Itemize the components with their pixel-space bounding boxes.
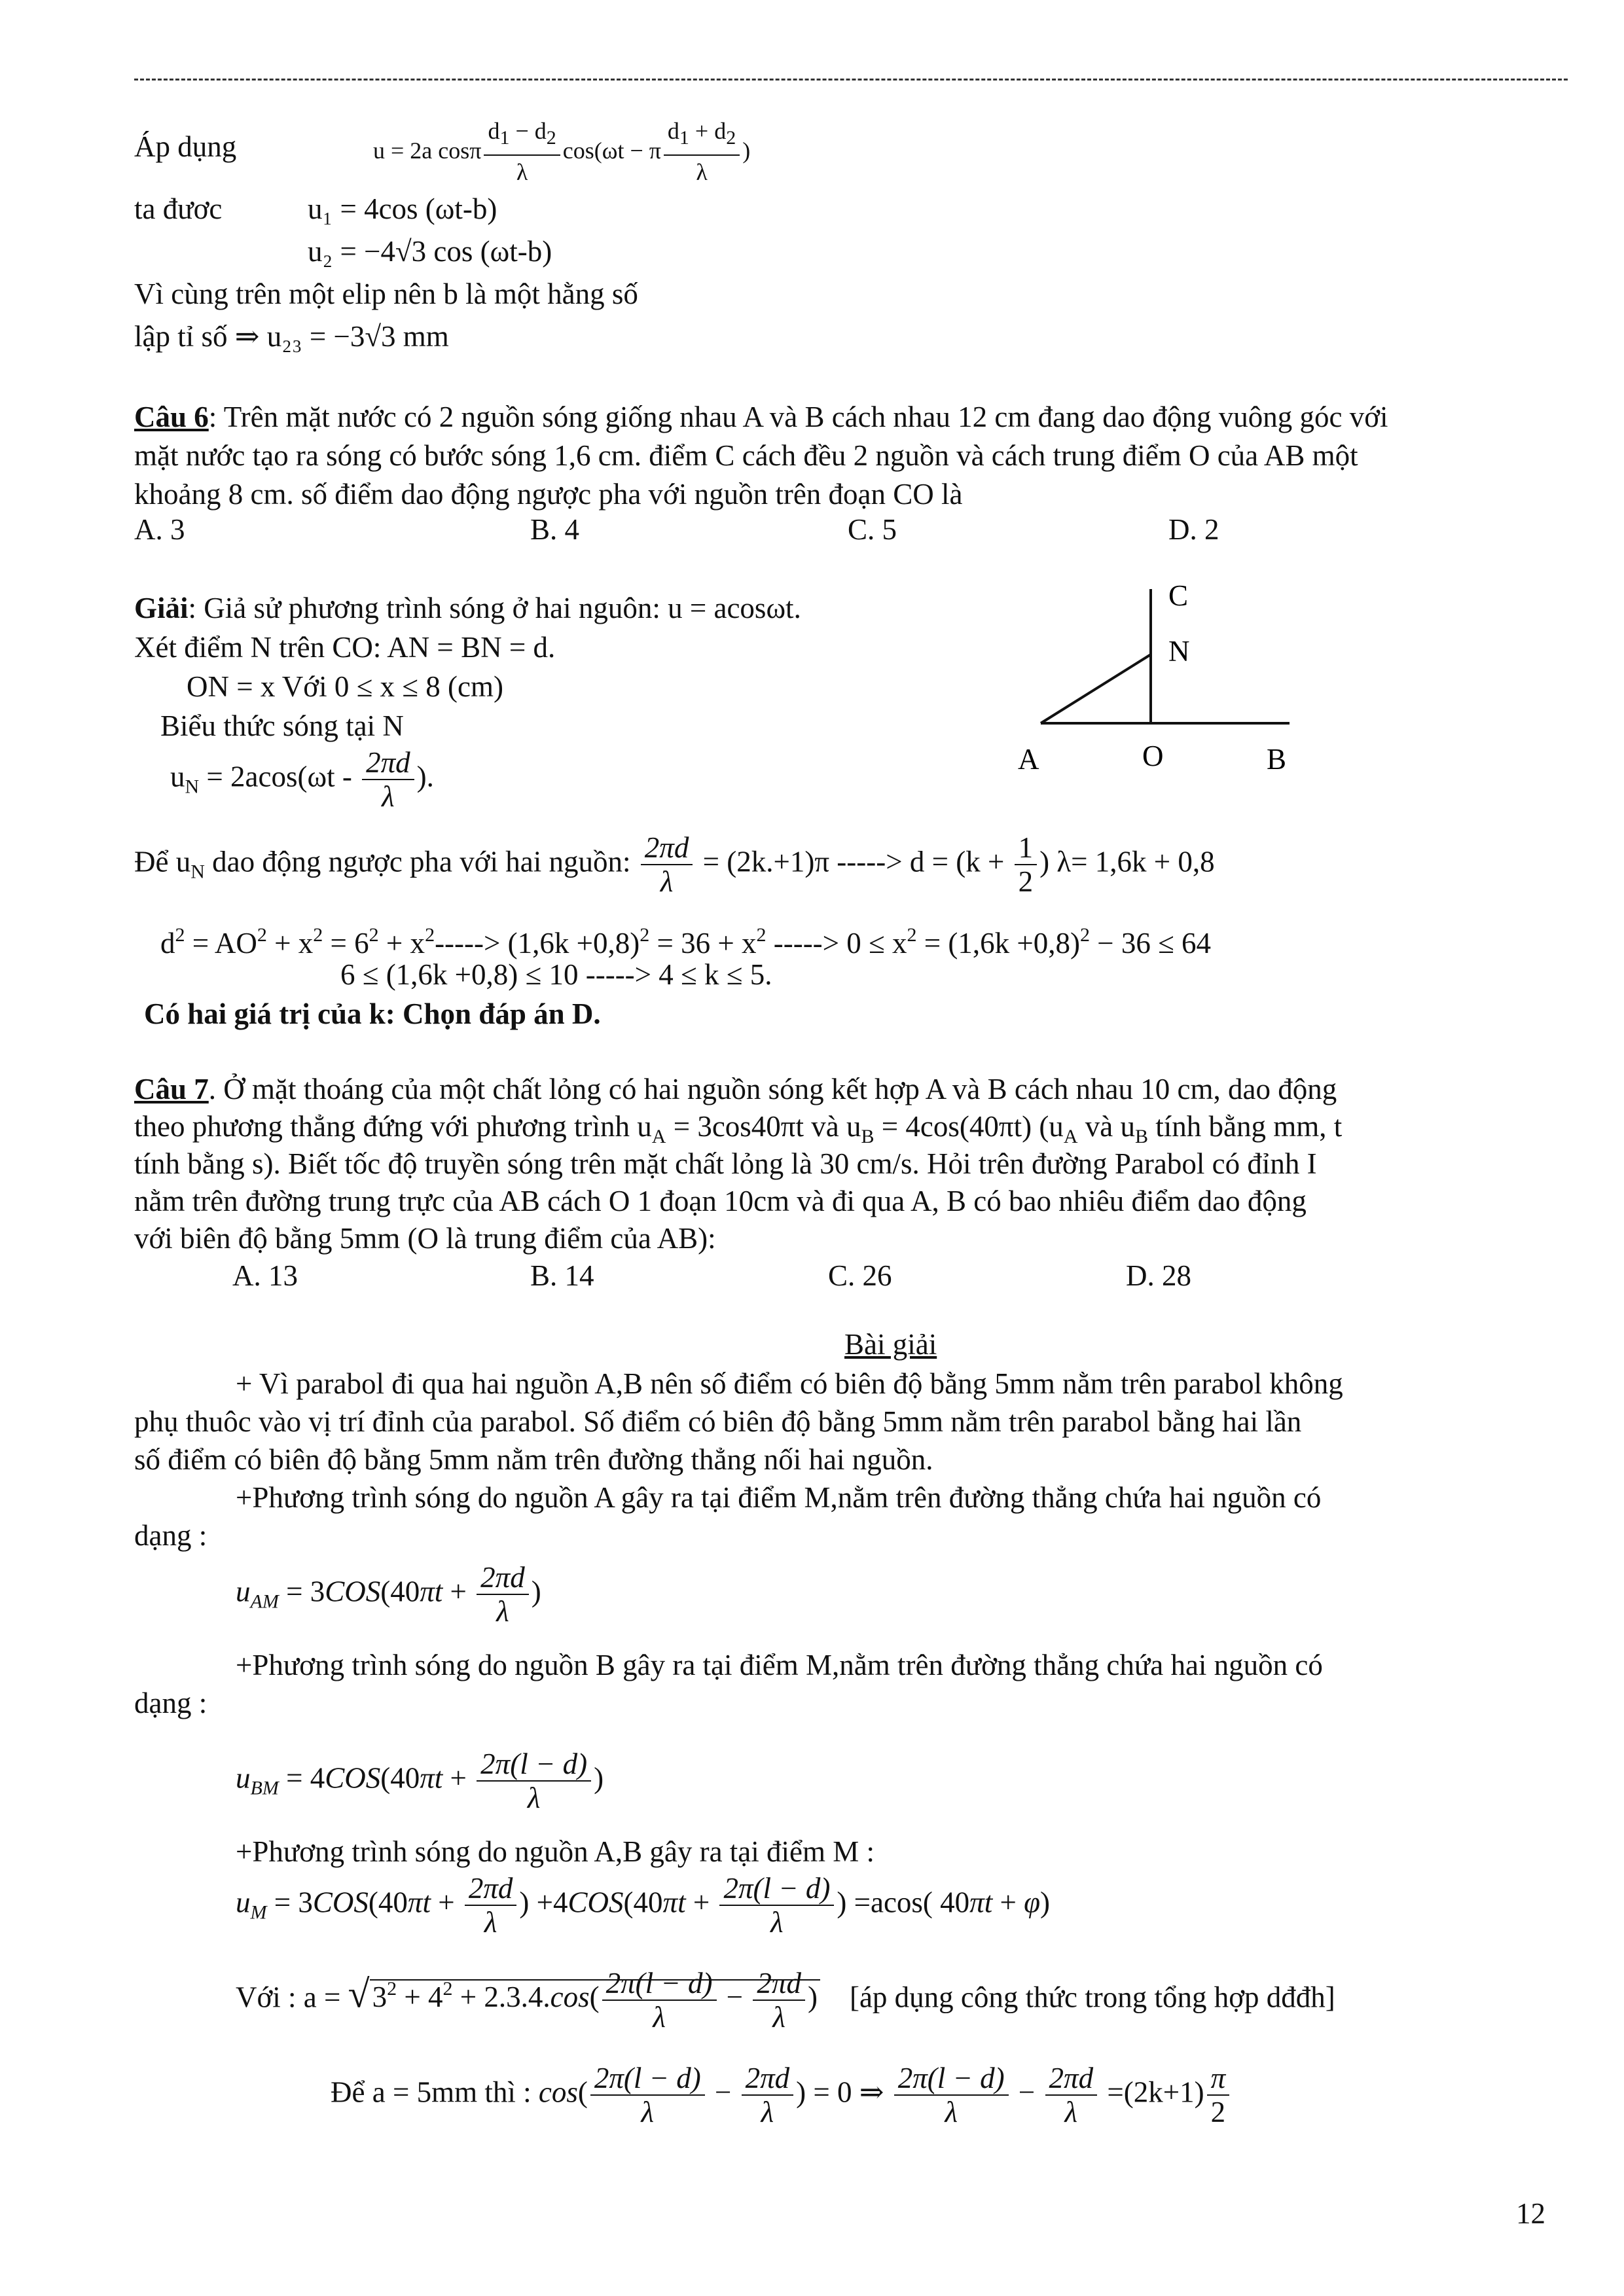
u1-equation: u₁ = 4cos (ωt-b) — [308, 192, 497, 225]
cau7-option-c: C. 26 — [828, 1259, 892, 1292]
cau6-option-d: D. 2 — [1168, 513, 1219, 546]
cau6-option-a: A. 3 — [134, 513, 185, 546]
giai-line2: Xét điểm N trên CO: AN = BN = d. — [134, 631, 556, 664]
p3-line1: +Phương trình sóng do nguồn B gây ra tại điểm M,nằm trên đường thẳng chứa hai nguồn có — [236, 1649, 1323, 1681]
cau7-option-d: D. 28 — [1126, 1259, 1191, 1292]
cau7-line3: tính bằng s). Biết tốc độ truyền sóng trên mặt chất lỏng là 30 cm/s. Hỏi trên đường Parabol có đỉnh I — [134, 1147, 1317, 1180]
cau6-text1: : Trên mặt nước có 2 nguồn sóng giống nhau A và B cách nhau 12 cm đang dao động vuông góc với — [208, 401, 1388, 433]
cau7-option-b: B. 14 — [530, 1259, 594, 1292]
cau6-line1 — [134, 398, 1388, 436]
giai-text1: : Giả sử phương trình sóng ở hai nguôn: u = acosωt. — [188, 592, 801, 624]
cau7-line4: nằm trên đường trung trực của AB cách O 1 đoạn 10cm và đi qua A, B có bao nhiêu điểm dao động — [134, 1185, 1307, 1217]
cau7-text1: . Ở mặt thoáng của một chất lỏng có hai nguồn sóng kết hợp A và B cách nhau 10 cm, dao động — [208, 1073, 1337, 1105]
cau7-line5: với biên độ bằng 5mm (O là trung điểm của AB): — [134, 1222, 716, 1255]
page-number: 12 — [1516, 2197, 1545, 2230]
eq-last: Để a = 5mm thì : cos( $\frac{2\pi(l - d)}{\lambda}$ − $\frac{2\pi d}{\lambda}$ ) = 0 ⇒ $\frac{2\pi(l - d)}{\lambda}$ − $\frac{2\pi d}{\lambda}$ =(2k+1) $\frac{\pi}{2}$ — [331, 2062, 1232, 2128]
cau7-line2: theo phương thẳng đứng với phương trình $u_A = 3\cos 40\pi t$ và $u_B = 4\cos(40\pi t)$ ($u_A$ và $u_B$ tính bằng mm, t — [134, 1110, 1343, 1147]
eq-um: $u_M = 3COS(40\pi t$ + $\frac{2\pi d}{\lambda}$ ) +4COS(40πt + $\frac{2\pi(l - d)}{\lambda}$ ) =acos( 40πt + φ) — [236, 1872, 1051, 1939]
ratio-line: lập tỉ số ⇒ u₂₃ = −3√3 mm — [134, 320, 449, 353]
eq-a-note: [áp dụng công thức trong tổng hợp dđđh] — [849, 1981, 1335, 2014]
eq-uam: $u_{AM} = 3COS(40\pi t$ + $\frac{2\pi d}{\lambda}$ ) — [236, 1561, 541, 1628]
cau6-line2: mặt nước tạo ra sóng có bước sóng 1,6 cm. điểm C cách đều 2 nguồn và cách trung điểm O của AB một — [134, 439, 1358, 472]
label-a: A — [1018, 743, 1039, 776]
cau6-option-c: C. 5 — [848, 513, 897, 546]
giai-line3: ON = x Với 0 ≤ x ≤ 8 (cm) — [187, 670, 503, 703]
giai-label: Giải — [134, 592, 189, 624]
giai-line6: Để $u_N$ dao động ngược pha với hai nguồn: $\frac{2\pi d}{\lambda}$ = (2k.+1)π -----> d = (k + $\frac{1}{2}$ ) λ= 1,6k + 0,8 — [134, 831, 1215, 898]
p1-line3: số điểm có biên độ bằng 5mm nằm trên đường thẳng nối hai nguồn. — [134, 1443, 933, 1476]
cau6-diagram — [1008, 569, 1348, 779]
giai-line1 — [134, 589, 801, 627]
label-c: C — [1168, 579, 1189, 612]
p1-line1: + Vì parabol đi qua hai nguồn A,B nên số điểm có biên độ bằng 5mm nằm trên parabol không — [236, 1367, 1343, 1400]
cau6-title: Câu 6 — [134, 401, 209, 433]
label-b: B — [1267, 743, 1287, 776]
segment-an — [1041, 655, 1151, 723]
cau6-line3: khoảng 8 cm. số điểm dao động ngược pha với nguồn trên đoạn CO là — [134, 478, 963, 511]
p4-line: +Phương trình sóng do nguồn A,B gây ra tại điểm M : — [236, 1835, 875, 1868]
p2-line2: dạng : — [134, 1519, 208, 1552]
header-rule — [134, 79, 1568, 81]
giai-line5: $u_N = 2acos(\omega t$ - $\frac{2\pi d}{\lambda}$ ). — [170, 746, 434, 813]
giai-line4: Biểu thức sóng tại N — [160, 709, 404, 742]
cau7-line1 — [134, 1070, 1337, 1108]
eq-ubm: $u_{BM} = 4COS(40\pi t$ + $\frac{2\pi(l - d)}{\lambda}$ ) — [236, 1748, 604, 1814]
p2-line1: +Phương trình sóng do nguồn A gây ra tại điểm M,nằm trên đường thẳng chứa hai nguồn có — [236, 1481, 1322, 1514]
label-n: N — [1168, 635, 1190, 668]
p3-line2: dạng : — [134, 1687, 208, 1719]
taduoc-label: ta đươc — [134, 192, 223, 225]
u2-equation: u₂ = −4√3 cos (ωt-b) — [308, 235, 552, 268]
giai-line7: $d^2 = AO^2 + x^2 = 6^2 + x^2-----> (1,6k +0,8)^2 = 36 + x^2$ -----> $0 \le x^2 = (1,6k +0,8)^2 - 36 \le 64$ — [160, 924, 1212, 960]
cau7-option-a: A. 13 — [232, 1259, 298, 1292]
eq-a: Với : $a = √3^2 + 4^2 + 2.3.4.\cos$( $\frac{2\pi(l - d)}{\lambda}$ − $\frac{2\pi d}{\lambda}$ ) [áp dụng công thức trong tổng hợp dđđh] — [236, 1967, 1335, 2034]
b-constant-line: Vì cùng trên một elip nên b là một hằng số — [134, 278, 638, 310]
label-o: O — [1142, 740, 1164, 772]
cau6-option-b: B. 4 — [530, 513, 580, 546]
apdung-label: Áp dụng — [134, 130, 237, 163]
baigiai-heading: Bài giải — [844, 1328, 937, 1361]
cau7-title: Câu 7 — [134, 1073, 209, 1105]
cau6-answer: Có hai giá trị của k: Chọn đáp án D. — [144, 997, 601, 1030]
p1-line2: phụ thuôc vào vị trí đỉnh của parabol. Số điểm có biên độ bằng 5mm nằm trên parabol bằng hai lần — [134, 1405, 1302, 1438]
giai-line8: 6 ≤ (1,6k +0,8) ≤ 10 -----> 4 ≤ k ≤ 5. — [340, 958, 772, 991]
apdung-formula: u = 2a cosπ $\frac{d_1 - d_2}{\lambda}$ cos(ωt − π $\frac{d_1 + d_2}{\lambda}$ ) — [373, 115, 750, 188]
